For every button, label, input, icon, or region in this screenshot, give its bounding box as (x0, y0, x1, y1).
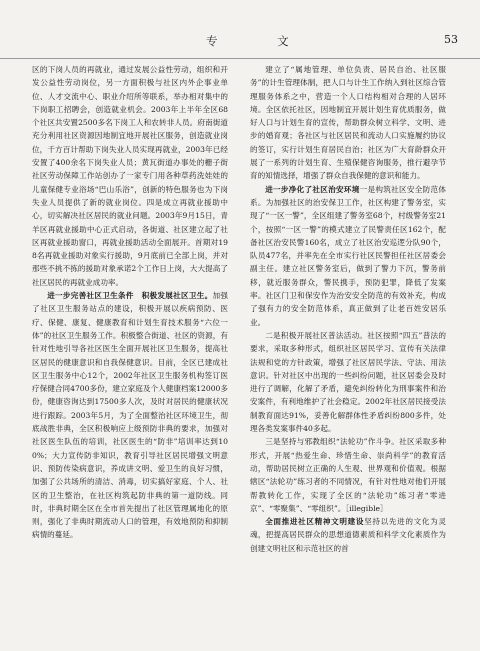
paragraph (250, 515, 446, 555)
left-text-column (32, 63, 228, 638)
section-heading: 进一步完善社区卫生条件 积极发展社区卫生。 (47, 291, 213, 301)
page-header (0, 0, 480, 59)
paragraph (32, 289, 228, 542)
section-heading: 进一步净化了社区治安环境 (265, 184, 360, 194)
paragraph (250, 183, 446, 329)
paragraph-text: 三是坚持与邪教组织“法轮功”作斗争。社区采取多种形式，开展“热爱生命、珍惜生命、崇尚科学”的教育活动，帮助居民树立正确的人生观、世界观和价值观。根据辖区“法轮功”练习者的不同情况，有针对性地对他们开展帮教转化工作，实现了全区的“法轮功”练习者“零进京”、“零聚集”、“零组织”。［illegible］ (250, 437, 446, 513)
paragraph (32, 63, 228, 289)
paragraph-text: 区的下岗人员的再就业，通过发展公益性劳动，组织和开发公益性劳动岗位，另一方面积极与社区内外企事业单位、人才交流中心、职业介绍所等联系，举办相对集中的下岗职工招聘会，创造就业机会。2003年上半年全区68个社区共安置2500多名下岗工人和农转非人员。府南街道充分利用社区资源因地制宜地开展社区服务，创造就业岗位，千方百计帮助下岗失业人员实现再就业，2003年已经安置了400余名下岗失业人员；黄瓦街道办事处的栅子街社区劳动保障工作站创办了一家专门用各种草药洗娃娃的儿童保健专业浴场“巴山乐浴”，创新的特色服务也为下岗失业人员提供了新的就业岗位。四是成立再就业援助中心，切实解决社区居民的就业问题。2003年9月15日，青羊区再就业援助中心正式启动，各街道、社区建立起了社区再就业援助窗口，再就业援助活动全面展开。首期对198名再就业援助对象实行援助，9月底前已全部上岗，并对那些不挑不拣的援助对象承诺2个工作日上岗，大大提高了社区居民的再就业成功率。 (32, 65, 228, 287)
paragraph-text: 坚持以先进的文化为灵魂，把提高居民群众的思想道德素质和科学文化素质作为创建文明社区和示范社区的首 (250, 517, 446, 553)
paragraph-text: 加强了社区卫生服务站点的建设，积极开展以疾病预防、医疗、保健、康复、健康教育和计划生育技术服务“六位一体”的社区卫生服务工作。积极整合街道、社区的资源，有针对性地引导各社区医生全面开展社区卫生服务，提高社区居民的健康意识和自我保健意识。目前，全区已建成社区卫生服务中心12个，2002年社区卫生服务机构签订医疗保健合同4700多份，建立家庭及个人健康档案12000多份，健康咨询达到17500多人次，及时对居民的健康状况进行跟踪。2003年5月，为了全面整治社区环境卫生，彻底战胜非典，全区积极响应上级预防非典的要求，加强对社区医生队伍的培训，社区医生的“防非”培训率达到100%；大力宣传防非知识，教育引导社区居民增强文明意识、预防传染病意识，养成讲文明、爱卫生的良好习惯，加强了公共场所的清洁、消毒，切实搞好家庭、个人、社区的卫生整治，在社区构筑起防非典的第一道防线。同时，非典时期全区在全市首先提出了社区管理属地化的原则，强化了非典时期流动人口的管理，有效地预防和抑制病情的蔓延。 (32, 291, 228, 540)
paragraph (250, 329, 446, 435)
right-text-column (250, 63, 446, 638)
paragraph-text: 一是构筑社区安全防范体系。为加强社区的治安保卫工作，社区构建了警务室，实现了“一区一警”，全区组建了警务室68个，村级警务室21个，按照“一区一警”的模式建立了民警责任区162个，配备社区治安民警160名，成立了社区治安巡逻分队90个，队员477名，并率先在全市实行社区民警担任社区居委会副主任。建立社区警务室后，做到了警力下沉，警务前移，就近服务群众，警民携手，预防犯罪，降低了发案率。社区门卫和保安作为治安安全防范的有效补充，构成了强有力的安全防范体系，真正做到了让老百姓安居乐业。 (250, 184, 446, 327)
running-header-title: 专 文 (206, 34, 317, 48)
section-heading: 全面推进社区精神文明建设 (265, 517, 365, 527)
page-number: 53 (444, 33, 458, 46)
paragraph (250, 435, 446, 515)
paragraph (250, 63, 446, 183)
paragraph-text: 二是积极开展社区普法活动。社区按照“四五”普法的要求，采取多种形式，组织社区居民学习、宣传有关法律法规和党的方针政策，增强了社区居民学法、守法、用法意识。针对社区中出现的一些纠纷问题，社区居委会及时进行了调解，化解了矛盾，避免纠纷转化为刑事案件和治安案件，有利地维护了社会稳定。2002年社区居民接受法制教育面达91%，妥善化解群体性矛盾纠纷800多件，处理各类发案事件40多起。 (250, 330, 446, 434)
paragraph-text: 建立了“属地管理、单位负责、居民自治、社区服务”的计生管理体制，把人口与计生工作纳入到社区综合管理服务体系之中，营造一个人口结构相对合理的人居环境。全区依托社区，因地制宜开展计划生育优质服务，做好人口与计划生育的宣传，帮助群众树立科学、文明、进步的婚育观；各社区与社区居民和流动人口实施履约协议的签订，实行计划生育居民自治；社区为广大育龄群众开展了一系列的计划生育、生殖保健咨询服务，推行避孕节育的知情选择，增强了群众自我保健的意识和能力。 (250, 65, 446, 181)
